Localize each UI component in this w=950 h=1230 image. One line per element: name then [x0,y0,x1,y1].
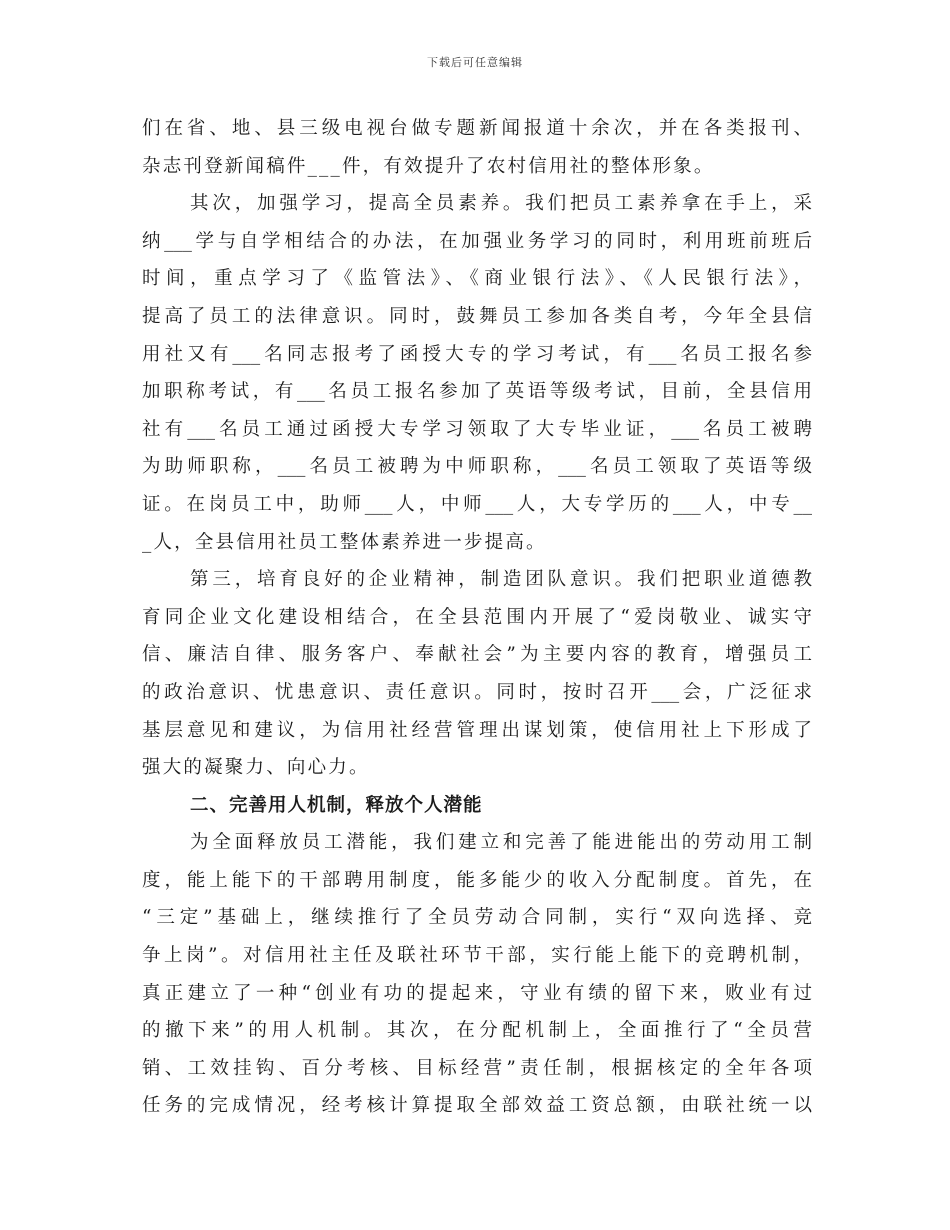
paragraph-line: 提高了员工的法律意识。同时，鼓舞员工参加各类自考，今年全县信 [142,305,812,327]
paragraph-line: 用社又有___名同志报考了函授大专的学习考试，有___名员工报名参 [142,343,812,365]
paragraph-line: 其次，加强学习，提高全员素养。我们把员工素养拿在手上，采 [190,193,812,215]
section-heading: 二、完善用人机制，释放个人潜能 [190,794,483,816]
paragraph-line: 的政治意识、忧患意识、责任意识。同时，按时召开___会，广泛征求 [142,681,812,703]
paragraph-line: 为全面释放员工潜能，我们建立和完善了能进能出的劳动用工制 [190,832,812,854]
paragraph-line: 时间，重点学习了《监管法》、《商业银行法》、《人民银行法》， [142,268,812,290]
paragraph-line: 证。在岗员工中，助师___人，中师___人，大专学历的___人，中专__ [142,493,812,515]
paragraph-line: 为助师职称，___名员工被聘为中师职称，___名员工领取了英语等级 [142,456,812,478]
paragraph-line: 基层意见和建议，为信用社经营管理出谋划策，使信用社上下形成了 [142,719,812,741]
paragraph-line: 信、廉洁自律、服务客户、奉献社会”为主要内容的教育，增强员工 [142,644,812,666]
paragraph-line: 任务的完成情况，经考核计算提取全部效益工资总额，由联社统一以 [142,1095,812,1117]
paragraph-line: 纳___学与自学相结合的办法，在加强业务学习的同时，利用班前班后 [142,230,812,252]
paragraph-line: 真正建立了一种“创业有功的提起来，守业有绩的留下来，败业有过 [142,982,812,1004]
paragraph-line: _人，全县信用社员工整体素养进一步提高。 [142,531,547,553]
paragraph-line: 社有___名员工通过函授大专学习领取了大专毕业证，___名员工被聘 [142,418,812,440]
paragraph-line: “三定”基础上，继续推行了全员劳动合同制，实行“双向选择、竞 [142,907,812,929]
document-body [142,110,812,1125]
paragraph-line: 第三，培育良好的企业精神，制造团队意识。我们把职业道德教 [190,569,812,591]
paragraph-line: 育同企业文化建设相结合，在全县范围内开展了“爱岗敬业、诚实守 [142,606,812,628]
paragraph-line: 销、工效挂钩、百分考核、目标经营”责任制，根据核定的全年各项 [142,1057,812,1079]
paragraph-line: 杂志刊登新闻稿件___件，有效提升了农村信用社的整体形象。 [142,155,715,177]
paragraph-line: 们在省、地、县三级电视台做专题新闻报道十余次，并在各类报刊、 [142,118,812,139]
paragraph-line: 的撤下来”的用人机制。其次，在分配机制上，全面推行了“全员营 [142,1020,812,1042]
paragraph-line: 强大的凝聚力、向心力。 [142,757,370,779]
header-note: 下载后可任意编辑 [427,56,523,69]
paragraph-line: 争上岗”。对信用社主任及联社环节干部，实行能上能下的竞聘机制， [142,945,812,967]
paragraph-line: 加职称考试，有___名员工报名参加了英语等级考试，目前，全县信用 [142,381,812,403]
paragraph-line: 度，能上能下的干部聘用制度，能多能少的收入分配制度。首先，在 [142,869,812,891]
